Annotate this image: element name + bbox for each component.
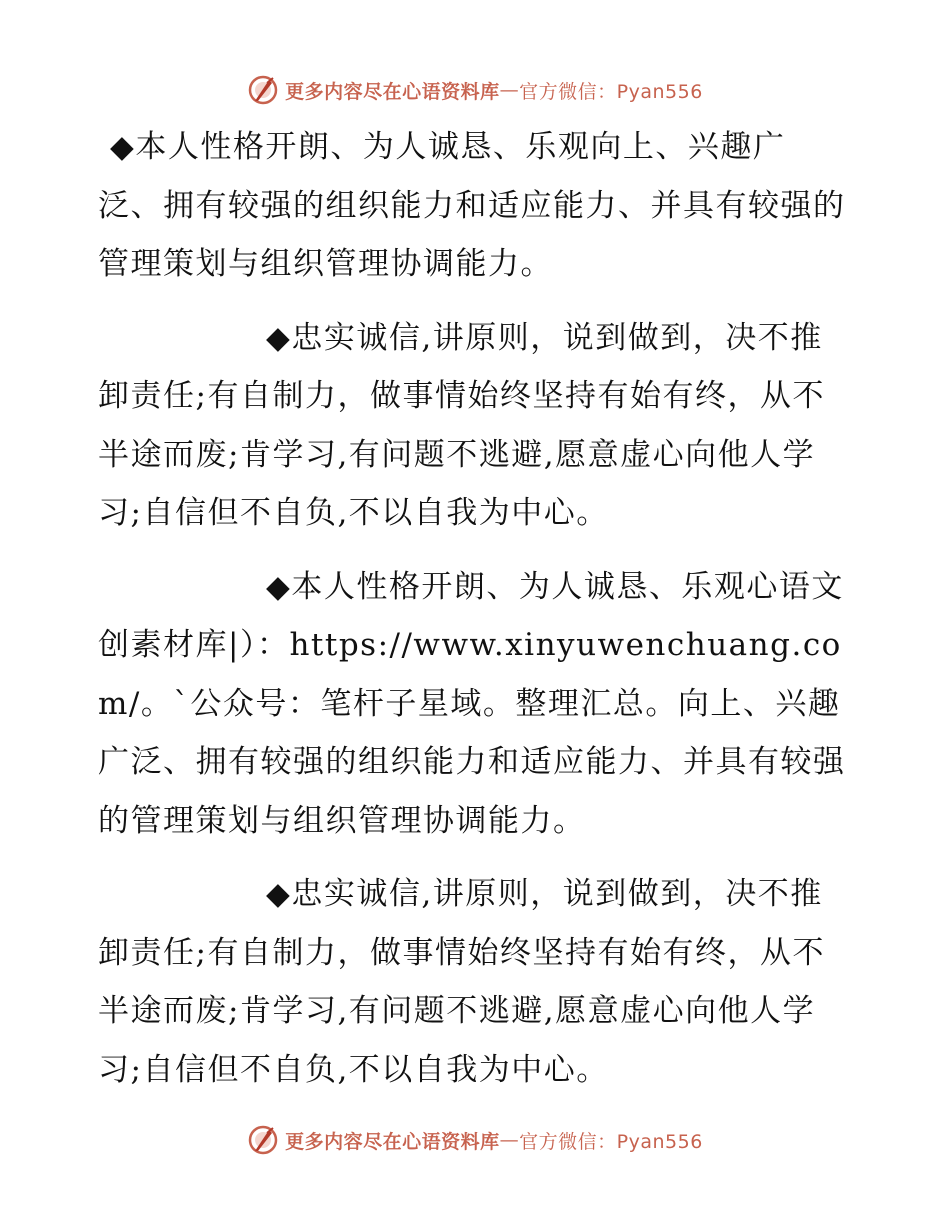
header-banner — [0, 70, 950, 110]
quill-pen-logo-icon — [247, 1124, 279, 1156]
banner-main-text: 更多内容尽在心语资料库 — [285, 1130, 500, 1153]
paragraph-2: ◆忠实诚信,讲原则，说到做到，决不推卸责任;有自制力，做事情始终坚持有始有终，从不半途而废;肯学习,有问题不逃避,愿意虚心向他人学习;自信但不自负,不以自我为中心。 — [98, 319, 825, 531]
paragraph-3: ◆本人性格开朗、为人诚恳、乐观心语文创素材库|）：https://www.xinyuwenchuang.com/。`公众号：笔杆子星域。整理汇总。向上、兴趣广泛、拥有较强的组织能力和适应能力、并具有较强的管理策划与组织管理协调能力。 — [98, 568, 846, 839]
banner-sub-text: 官方微信：Pyan556 — [519, 80, 703, 103]
footer-banner — [0, 1120, 950, 1160]
banner-main-text: 更多内容尽在心语资料库 — [285, 80, 500, 103]
banner-dash: — — [499, 1129, 520, 1151]
banner-sub-text: 官方微信：Pyan556 — [519, 1130, 703, 1153]
paragraph-1: ◆本人性格开朗、为人诚恳、乐观向上、兴趣广泛、拥有较强的组织能力和适应能力、并具有较强的管理策划与组织管理协调能力。 — [98, 129, 846, 282]
document-body — [98, 118, 850, 1099]
banner-dash: — — [499, 79, 520, 101]
quill-pen-logo-icon — [247, 74, 279, 106]
paragraph-4: ◆忠实诚信,讲原则，说到做到，决不推卸责任;有自制力，做事情始终坚持有始有终，从不半途而废;肯学习,有问题不逃避,愿意虚心向他人学习;自信但不自负,不以自我为中心。 — [98, 876, 825, 1088]
